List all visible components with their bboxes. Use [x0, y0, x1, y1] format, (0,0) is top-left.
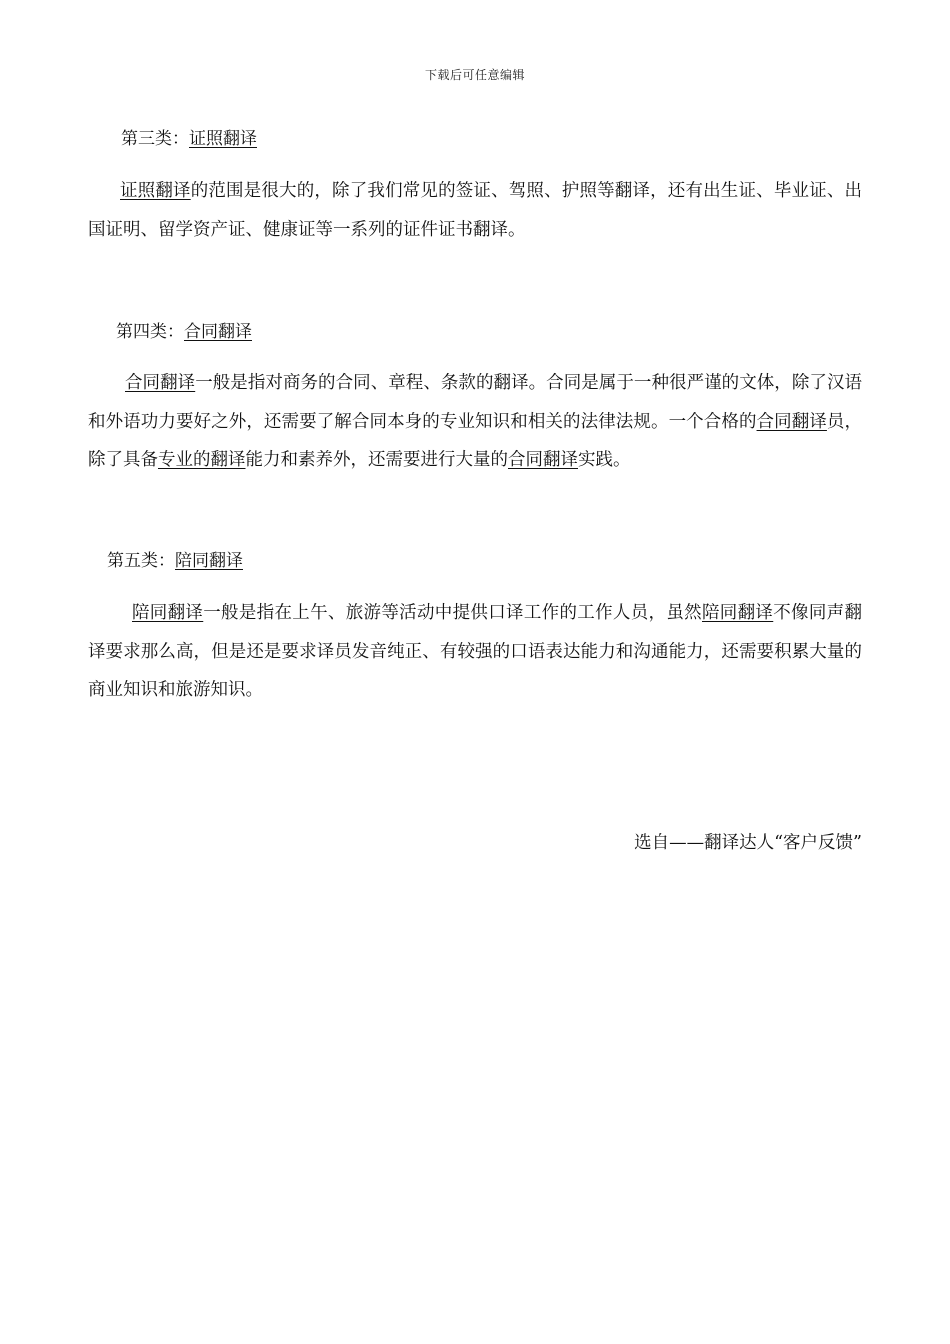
term-contract-translation: 合同翻译 — [125, 373, 196, 393]
section-heading-title: 合同翻译 — [184, 322, 252, 342]
section-heading-prefix: 第五类： — [107, 551, 175, 571]
page-header-note: 下载后可任意编辑 — [424, 68, 525, 82]
section-heading-escort — [107, 549, 243, 573]
section-heading-title: 证照翻译 — [189, 129, 257, 149]
section-heading-prefix: 第三类： — [121, 129, 189, 149]
paragraph-text: 实践。 — [578, 450, 631, 470]
paragraph-text: 一般是指在上午、旅游等活动中提供口译工作的工作人员，虽然 — [203, 603, 702, 623]
term-escort-translation: 陪同翻译 — [132, 603, 204, 623]
section-heading-contract — [116, 320, 252, 344]
paragraph-certificate — [88, 172, 862, 249]
source-attribution: 选自——翻译达人“客户反馈” — [634, 833, 862, 853]
section-heading-title: 陪同翻译 — [175, 551, 243, 571]
term-contract-translation: 合同翻译 — [756, 411, 827, 432]
section-heading-prefix: 第四类： — [116, 322, 184, 342]
paragraph-text: 不像同声翻译要求那么高，但是还是要求译员发音纯正、有较强的口语表达能力和沟通能力，还需要积累大量的商业知识和旅游知识。 — [88, 603, 862, 700]
paragraph-escort — [88, 594, 862, 710]
paragraph-contract — [88, 364, 862, 480]
paragraph-text: 员，除了具备 — [88, 411, 863, 470]
term-professional-translation: 专业的翻译 — [158, 450, 246, 470]
paragraph-text: 一般是指对商务的合同、章程、条款的翻译。合同是属于一种很严谨的文体，除了汉语和外语功力要好之外，还需要了解合同本身的专业知识和相关的法律法规。一个合格的 — [88, 373, 863, 432]
term-escort-translation: 陪同翻译 — [702, 603, 774, 623]
paragraph-text: 的范围是很大的，除了我们常见的签证、驾照、护照等翻译，还有出生证、毕业证、出国证明、留学资产证、健康证等一系列的证件证书翻译。 — [88, 181, 863, 240]
term-contract-translation: 合同翻译 — [508, 450, 578, 470]
term-certificate-translation: 证照翻译 — [120, 181, 191, 201]
paragraph-text: 能力和素养外，还需要进行大量的 — [245, 450, 508, 470]
section-heading-certificate — [121, 127, 257, 151]
